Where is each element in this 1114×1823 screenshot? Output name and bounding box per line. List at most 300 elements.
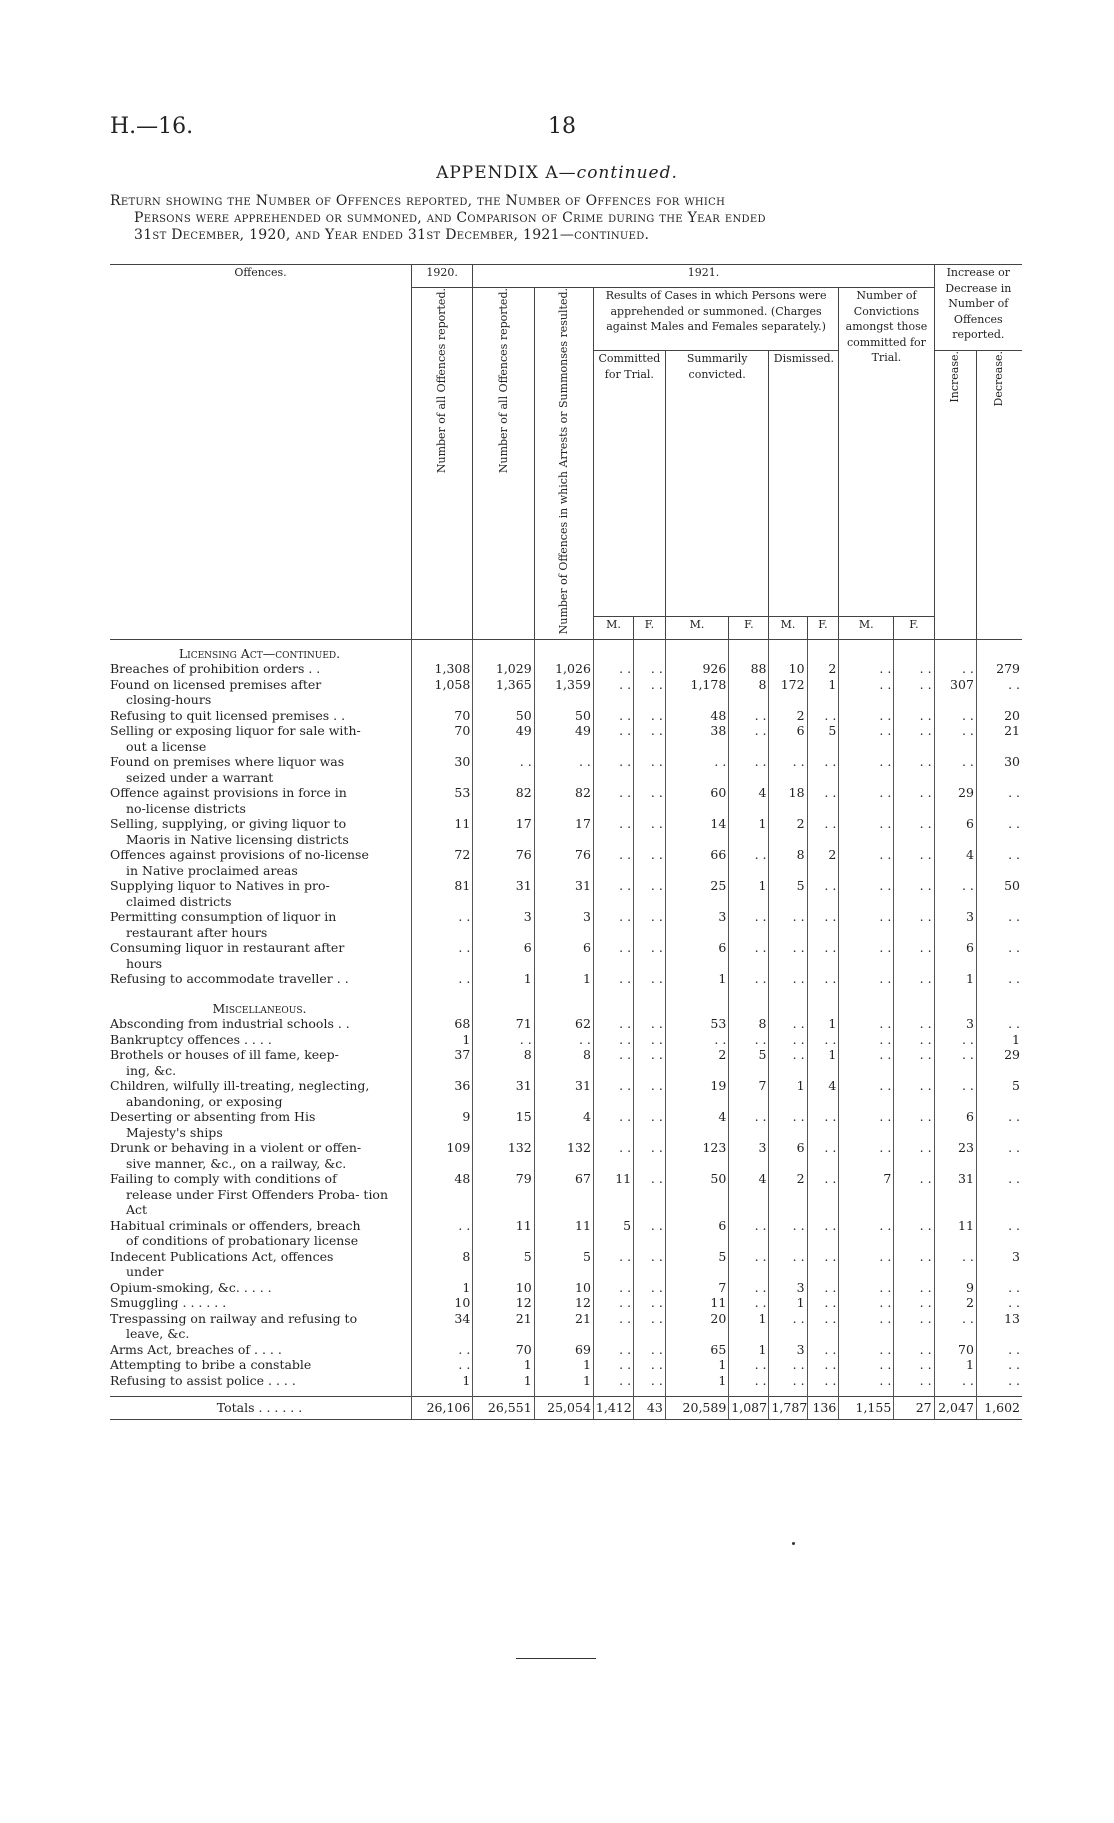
- table-row: [110, 1280, 1022, 1296]
- value-cell: 123: [665, 1140, 728, 1171]
- value-cell: 5: [665, 1249, 728, 1280]
- value-cell: 279: [976, 661, 1022, 677]
- value-cell: . .: [807, 816, 839, 847]
- offence-name: [110, 723, 411, 754]
- value-cell: . .: [934, 708, 976, 724]
- value-cell: . .: [894, 1078, 934, 1109]
- value-cell: . .: [894, 785, 934, 816]
- offence-label-continued: closing-hours: [126, 692, 212, 708]
- value-cell: . .: [729, 1109, 769, 1140]
- value-cell: 53: [665, 1016, 728, 1032]
- value-cell: 72: [411, 847, 472, 878]
- empty-cell: [807, 995, 839, 1017]
- value-cell: . .: [634, 1171, 666, 1218]
- value-cell: . .: [839, 661, 894, 677]
- value-cell: . .: [839, 754, 894, 785]
- value-cell: 70: [411, 708, 472, 724]
- value-cell: 10: [534, 1280, 593, 1296]
- total-value: 136: [807, 1397, 839, 1420]
- value-cell: 76: [473, 847, 534, 878]
- table-row: [110, 708, 1022, 724]
- value-cell: . .: [839, 909, 894, 940]
- table-row: [110, 785, 1022, 816]
- offence-label-continued: no-license districts: [126, 800, 246, 816]
- spacer-cell: [839, 987, 894, 995]
- value-cell: 3: [934, 1016, 976, 1032]
- offence-label: Selling, supplying, or giving liquor to: [110, 816, 347, 832]
- empty-cell: [934, 995, 976, 1017]
- value-cell: 1: [473, 971, 534, 987]
- value-cell: . .: [976, 1109, 1022, 1140]
- value-cell: . .: [634, 708, 666, 724]
- value-cell: . .: [839, 1295, 894, 1311]
- value-cell: 50: [473, 708, 534, 724]
- value-cell: 8: [411, 1249, 472, 1280]
- value-cell: 1,058: [411, 677, 472, 708]
- committed-f-header: F.: [634, 616, 666, 639]
- value-cell: . .: [634, 971, 666, 987]
- value-cell: 82: [534, 785, 593, 816]
- spacer-cell: [411, 987, 472, 995]
- spacer-cell: [894, 987, 934, 995]
- value-cell: 1: [807, 1047, 839, 1078]
- value-cell: . .: [934, 1078, 976, 1109]
- value-cell: 6: [665, 1218, 728, 1249]
- offence-label-continued: leave, &c.: [126, 1326, 190, 1342]
- value-cell: . .: [894, 1171, 934, 1218]
- value-cell: . .: [411, 1218, 472, 1249]
- offence-name: [110, 847, 411, 878]
- value-cell: . .: [894, 847, 934, 878]
- offence-label: Opium-smoking, &c. . . . .: [110, 1279, 272, 1295]
- value-cell: . .: [593, 909, 633, 940]
- empty-cell: [534, 639, 593, 661]
- offence-label: Children, wilfully ill-treating, neglecting,: [110, 1078, 370, 1094]
- offence-label: Breaches of prohibition orders . .: [110, 661, 321, 677]
- empty-cell: [593, 995, 633, 1017]
- spacer-cell: [665, 1388, 728, 1397]
- value-cell: . .: [976, 971, 1022, 987]
- value-cell: . .: [976, 1373, 1022, 1389]
- value-cell: 18: [769, 785, 807, 816]
- value-cell: . .: [729, 847, 769, 878]
- value-cell: . .: [807, 1342, 839, 1358]
- value-cell: 926: [665, 661, 728, 677]
- value-cell: 68: [411, 1016, 472, 1032]
- value-cell: . .: [634, 723, 666, 754]
- value-cell: 65: [665, 1342, 728, 1358]
- committed-m-header: M.: [593, 616, 633, 639]
- offence-name: [110, 1016, 411, 1032]
- value-cell: 1: [976, 1032, 1022, 1048]
- value-cell: . .: [807, 1032, 839, 1048]
- value-cell: . .: [729, 940, 769, 971]
- empty-cell: [593, 639, 633, 661]
- value-cell: . .: [976, 785, 1022, 816]
- value-cell: 4: [934, 847, 976, 878]
- value-cell: . .: [729, 1357, 769, 1373]
- value-cell: 6: [473, 940, 534, 971]
- value-cell: . .: [769, 1218, 807, 1249]
- value-cell: 81: [411, 878, 472, 909]
- table-row: [110, 1171, 1022, 1218]
- value-cell: . .: [934, 661, 976, 677]
- value-cell: 21: [534, 1311, 593, 1342]
- value-cell: 70: [411, 723, 472, 754]
- value-cell: 1,178: [665, 677, 728, 708]
- value-cell: 5: [473, 1249, 534, 1280]
- offence-name: [110, 708, 411, 724]
- value-cell: 2: [807, 661, 839, 677]
- value-cell: 3: [769, 1342, 807, 1358]
- spacer-row: [110, 987, 1022, 995]
- offence-label: Smuggling . . . . . .: [110, 1295, 227, 1311]
- empty-cell: [473, 995, 534, 1017]
- results-header: Results of Cases in which Persons were apprehended or summoned. (Charges against Males and Females separately.): [593, 288, 838, 351]
- value-cell: . .: [934, 1249, 976, 1280]
- offence-label: Deserting or absenting from His: [110, 1109, 316, 1125]
- value-cell: 29: [934, 785, 976, 816]
- value-cell: 3: [769, 1280, 807, 1296]
- empty-cell: [665, 995, 728, 1017]
- value-cell: 34: [411, 1311, 472, 1342]
- value-cell: . .: [839, 708, 894, 724]
- value-cell: 36: [411, 1078, 472, 1109]
- total-value: 20,589: [665, 1397, 728, 1420]
- value-cell: 50: [665, 1171, 728, 1218]
- value-cell: 8: [534, 1047, 593, 1078]
- offences-table: [110, 264, 1022, 1420]
- value-cell: . .: [634, 1016, 666, 1032]
- value-cell: . .: [839, 847, 894, 878]
- total-value: 43: [634, 1397, 666, 1420]
- value-cell: . .: [894, 1249, 934, 1280]
- value-cell: 8: [729, 1016, 769, 1032]
- value-cell: . .: [634, 1342, 666, 1358]
- year-1921-header: 1921.: [473, 265, 934, 288]
- value-cell: . .: [729, 754, 769, 785]
- empty-cell: [807, 639, 839, 661]
- value-cell: . .: [976, 816, 1022, 847]
- increase-decrease-header: Increase or Decrease in Number of Offences reported.: [934, 265, 1022, 351]
- value-cell: . .: [593, 847, 633, 878]
- caption-line-1: Return showing the Number of Offences reported, the Number of Offences for which: [110, 193, 726, 209]
- offence-label-continued: in Native proclaimed areas: [126, 862, 298, 878]
- offence-label-continued: restaurant after hours: [126, 924, 268, 940]
- value-cell: 1: [807, 1016, 839, 1032]
- value-cell: 5: [976, 1078, 1022, 1109]
- table-row: [110, 1016, 1022, 1032]
- offence-label-continued: Maoris in Native licensing districts: [126, 831, 349, 847]
- value-cell: 6: [534, 940, 593, 971]
- offence-name: [110, 785, 411, 816]
- value-cell: . .: [634, 1218, 666, 1249]
- value-cell: 7: [839, 1171, 894, 1218]
- total-value: 2,047: [934, 1397, 976, 1420]
- value-cell: 48: [411, 1171, 472, 1218]
- value-cell: 25: [665, 878, 728, 909]
- caption-line-3: 31st December, 1920, and Year ended 31st December, 1921—continued.: [134, 227, 650, 243]
- offence-name: [110, 1357, 411, 1373]
- value-cell: 1: [665, 1373, 728, 1389]
- value-cell: 2: [665, 1047, 728, 1078]
- value-cell: . .: [593, 1078, 633, 1109]
- empty-cell: [473, 639, 534, 661]
- spacer-cell: [411, 1388, 472, 1397]
- value-cell: . .: [894, 1342, 934, 1358]
- value-cell: . .: [634, 754, 666, 785]
- reported-1920-header: Number of all Offences reported.: [411, 288, 472, 640]
- value-cell: . .: [807, 1280, 839, 1296]
- value-cell: . .: [593, 971, 633, 987]
- value-cell: 31: [473, 1078, 534, 1109]
- value-cell: 4: [729, 785, 769, 816]
- value-cell: . .: [839, 1016, 894, 1032]
- value-cell: 1: [411, 1280, 472, 1296]
- value-cell: . .: [729, 1373, 769, 1389]
- value-cell: . .: [593, 940, 633, 971]
- value-cell: . .: [839, 1109, 894, 1140]
- table-row: [110, 754, 1022, 785]
- value-cell: . .: [634, 1280, 666, 1296]
- value-cell: 6: [769, 1140, 807, 1171]
- value-cell: 1: [411, 1032, 472, 1048]
- value-cell: . .: [634, 1140, 666, 1171]
- value-cell: 12: [473, 1295, 534, 1311]
- table-row: [110, 847, 1022, 878]
- totals-label: Totals . . . . . .: [110, 1397, 411, 1420]
- value-cell: . .: [769, 940, 807, 971]
- offence-name: [110, 1311, 411, 1342]
- value-cell: 21: [976, 723, 1022, 754]
- value-cell: . .: [976, 1295, 1022, 1311]
- value-cell: . .: [807, 940, 839, 971]
- value-cell: 5: [807, 723, 839, 754]
- spacer-cell: [665, 987, 728, 995]
- value-cell: 17: [534, 816, 593, 847]
- value-cell: . .: [894, 1218, 934, 1249]
- value-cell: . .: [593, 1109, 633, 1140]
- value-cell: . .: [976, 1016, 1022, 1032]
- document-reference: H.—16.: [110, 114, 194, 139]
- value-cell: 2: [807, 847, 839, 878]
- value-cell: . .: [769, 1357, 807, 1373]
- value-cell: 3: [473, 909, 534, 940]
- value-cell: 5: [729, 1047, 769, 1078]
- offence-label: Found on licensed premises after: [110, 676, 322, 692]
- value-cell: 69: [534, 1342, 593, 1358]
- value-cell: . .: [807, 878, 839, 909]
- value-cell: 5: [534, 1249, 593, 1280]
- increase-header: Increase.: [934, 351, 976, 640]
- value-cell: 4: [807, 1078, 839, 1109]
- value-cell: . .: [894, 1311, 934, 1342]
- spacer-cell: [807, 1388, 839, 1397]
- offence-label: Found on premises where liquor was: [110, 754, 345, 770]
- value-cell: . .: [634, 785, 666, 816]
- value-cell: 31: [473, 878, 534, 909]
- dismissed-f-header: F.: [807, 616, 839, 639]
- value-cell: . .: [769, 1109, 807, 1140]
- table-row: [110, 816, 1022, 847]
- value-cell: 13: [976, 1311, 1022, 1342]
- empty-cell: [534, 995, 593, 1017]
- offence-name: [110, 909, 411, 940]
- value-cell: 9: [934, 1280, 976, 1296]
- value-cell: 8: [729, 677, 769, 708]
- value-cell: . .: [807, 785, 839, 816]
- value-cell: . .: [593, 1357, 633, 1373]
- value-cell: 6: [665, 940, 728, 971]
- value-cell: . .: [807, 708, 839, 724]
- value-cell: . .: [634, 677, 666, 708]
- spacer-cell: [769, 987, 807, 995]
- empty-cell: [729, 995, 769, 1017]
- value-cell: . .: [894, 816, 934, 847]
- value-cell: . .: [593, 1280, 633, 1296]
- value-cell: 3: [534, 909, 593, 940]
- value-cell: 14: [665, 816, 728, 847]
- value-cell: . .: [769, 1016, 807, 1032]
- value-cell: 7: [665, 1280, 728, 1296]
- spacer-cell: [839, 1388, 894, 1397]
- offence-name: [110, 754, 411, 785]
- value-cell: . .: [894, 661, 934, 677]
- offence-label: Offences against provisions of no-license: [110, 847, 369, 863]
- offence-name: [110, 1140, 411, 1171]
- value-cell: 20: [976, 708, 1022, 724]
- value-cell: 1: [729, 878, 769, 909]
- value-cell: . .: [839, 1032, 894, 1048]
- offence-name: [110, 816, 411, 847]
- value-cell: . .: [839, 723, 894, 754]
- empty-cell: [665, 639, 728, 661]
- offence-name: [110, 971, 411, 987]
- section-heading: Licensing Act—continued.: [178, 645, 341, 661]
- total-value: 26,106: [411, 1397, 472, 1420]
- value-cell: 1,308: [411, 661, 472, 677]
- value-cell: 11: [934, 1218, 976, 1249]
- value-cell: 31: [934, 1171, 976, 1218]
- value-cell: 2: [769, 1171, 807, 1218]
- value-cell: . .: [894, 909, 934, 940]
- spacer-cell: [593, 987, 633, 995]
- value-cell: . .: [976, 847, 1022, 878]
- value-cell: 62: [534, 1016, 593, 1032]
- value-cell: 1: [729, 1342, 769, 1358]
- table-row: [110, 1078, 1022, 1109]
- offence-label: Drunk or behaving in a violent or offen-: [110, 1140, 362, 1156]
- value-cell: . .: [976, 1357, 1022, 1373]
- value-cell: . .: [894, 677, 934, 708]
- offence-label: Trespassing on railway and refusing to: [110, 1310, 358, 1326]
- value-cell: . .: [593, 785, 633, 816]
- offence-label-continued: of conditions of probationary license: [126, 1233, 359, 1249]
- reported-1921-header: Number of all Offences reported.: [473, 288, 534, 640]
- value-cell: 31: [534, 1078, 593, 1109]
- value-cell: . .: [839, 677, 894, 708]
- value-cell: 11: [473, 1218, 534, 1249]
- value-cell: 10: [473, 1280, 534, 1296]
- offence-name: [110, 677, 411, 708]
- value-cell: 53: [411, 785, 472, 816]
- value-cell: 1,359: [534, 677, 593, 708]
- spacer-row: [110, 1388, 1022, 1397]
- value-cell: 11: [534, 1218, 593, 1249]
- value-cell: . .: [894, 1357, 934, 1373]
- value-cell: . .: [634, 1295, 666, 1311]
- value-cell: . .: [894, 1032, 934, 1048]
- value-cell: . .: [839, 1373, 894, 1389]
- offence-name: [110, 1109, 411, 1140]
- value-cell: . .: [976, 1218, 1022, 1249]
- value-cell: 9: [411, 1109, 472, 1140]
- offence-label-continued: hours: [126, 955, 163, 971]
- offence-name: [110, 1249, 411, 1280]
- value-cell: . .: [934, 1311, 976, 1342]
- value-cell: 1,029: [473, 661, 534, 677]
- value-cell: . .: [729, 971, 769, 987]
- value-cell: . .: [839, 1280, 894, 1296]
- value-cell: . .: [769, 1032, 807, 1048]
- empty-cell: [976, 995, 1022, 1017]
- value-cell: . .: [411, 971, 472, 987]
- closing-rule: [516, 1658, 596, 1659]
- spacer-cell: [110, 1388, 411, 1397]
- offence-label: Consuming liquor in restaurant after: [110, 940, 345, 956]
- empty-cell: [411, 639, 472, 661]
- offence-name: [110, 661, 411, 677]
- dismissed-m-header: M.: [769, 616, 807, 639]
- value-cell: 76: [534, 847, 593, 878]
- value-cell: . .: [934, 723, 976, 754]
- value-cell: . .: [839, 971, 894, 987]
- value-cell: . .: [634, 1032, 666, 1048]
- spacer-cell: [807, 987, 839, 995]
- offence-name: [110, 1373, 411, 1389]
- total-value: 27: [894, 1397, 934, 1420]
- offence-label: Selling or exposing liquor for sale with-: [110, 723, 361, 739]
- value-cell: . .: [729, 1249, 769, 1280]
- value-cell: . .: [807, 1373, 839, 1389]
- empty-cell: [634, 995, 666, 1017]
- spacer-cell: [976, 1388, 1022, 1397]
- value-cell: . .: [411, 940, 472, 971]
- value-cell: 2: [769, 708, 807, 724]
- value-cell: 6: [769, 723, 807, 754]
- offence-label: Refusing to quit licensed premises . .: [110, 707, 346, 723]
- value-cell: . .: [839, 940, 894, 971]
- value-cell: . .: [839, 1140, 894, 1171]
- value-cell: 1: [534, 971, 593, 987]
- value-cell: . .: [894, 1140, 934, 1171]
- value-cell: . .: [839, 1311, 894, 1342]
- value-cell: . .: [976, 940, 1022, 971]
- empty-cell: [729, 639, 769, 661]
- empty-cell: [894, 995, 934, 1017]
- value-cell: . .: [593, 1016, 633, 1032]
- value-cell: . .: [894, 754, 934, 785]
- value-cell: 1: [769, 1295, 807, 1311]
- value-cell: . .: [665, 754, 728, 785]
- value-cell: 5: [769, 878, 807, 909]
- offence-label: Absconding from industrial schools . .: [110, 1016, 350, 1032]
- table-row: [110, 909, 1022, 940]
- convictions-m-header: M.: [839, 616, 894, 639]
- value-cell: . .: [534, 754, 593, 785]
- value-cell: 1,365: [473, 677, 534, 708]
- offence-label-continued: out a license: [126, 738, 207, 754]
